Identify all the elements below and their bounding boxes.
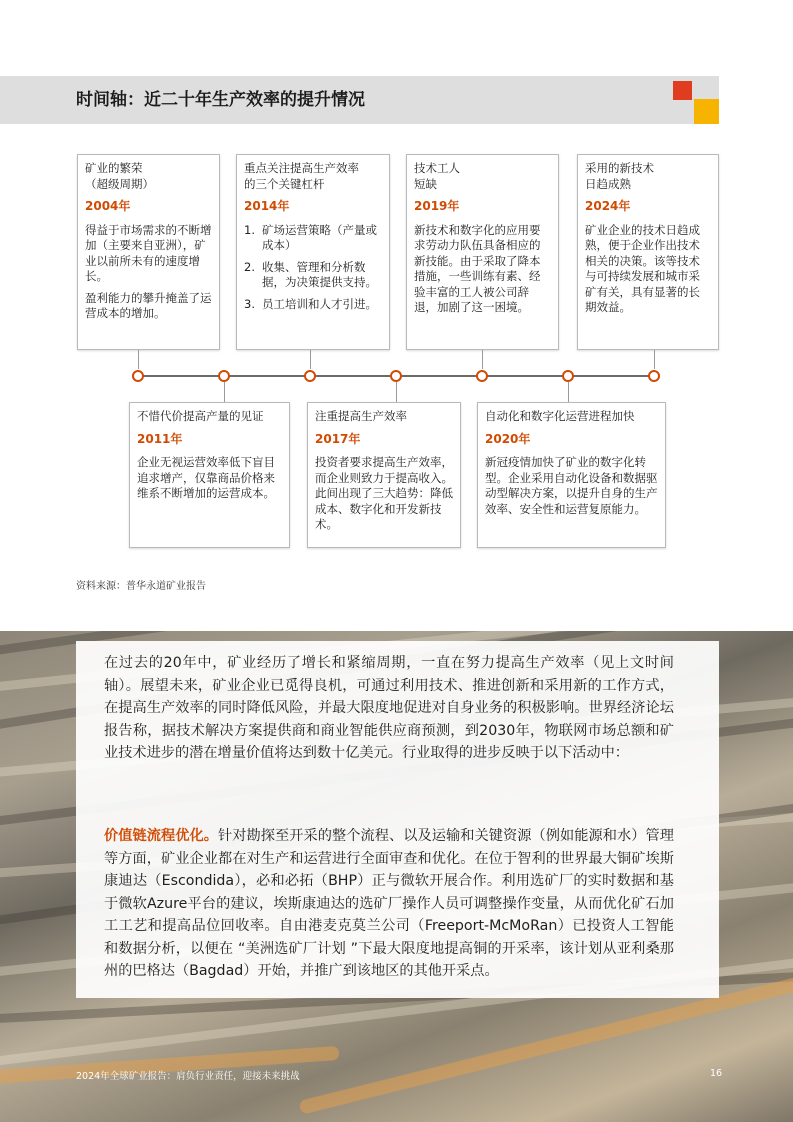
timeline-node [476,370,488,382]
timeline-box-2017 [307,402,461,548]
timeline-node [562,370,574,382]
timeline-box-title: 重点关注提高生产效率 [244,161,359,175]
timeline-box-title: 采用的新技术 [585,161,654,175]
list-number: 1. [244,222,255,237]
logo-yellow-square [694,99,719,124]
timeline-box-title: 不惜代价提高产量的见证 [137,409,264,423]
list-text: 矿场运营策略（产量或成本） [262,222,377,252]
timeline-text: 投资者要求提高生产效率，而企业则致力于提高收入。此间出现了三大趋势：降低成本、数字化和开发新技术。 [315,455,453,531]
paragraph-lead: 价值链流程优化。 [104,828,219,844]
page-title: 时间轴：近二十年生产效率的提升情况 [76,90,365,110]
timeline-year: 2004年 [85,199,131,213]
connector-line [138,350,139,369]
timeline-box-2024 [577,154,719,350]
timeline-node [304,370,316,382]
timeline-node [132,370,144,382]
timeline-box-title: 短缺 [414,176,437,191]
timeline-box-2011 [129,402,290,548]
timeline-box-2004 [77,154,220,350]
timeline-box-title: 矿业的繁荣 [85,161,143,175]
connector-line [224,382,225,402]
source-note: 资料来源：普华永道矿业报告 [76,581,206,592]
timeline-text: 企业无视运营效率低下盲目追求增产，仅靠商品价格来维系不断增加的运营成本。 [137,455,275,500]
timeline-box-title: 的三个关键杠杆 [244,176,325,191]
timeline-text: 新技术和数字化的应用要求劳动力队伍具备相应的新技能。由于采取了降本措施，一些训练有素、经验丰富的工人被公司辞退，加剧了这一困境。 [414,222,541,314]
list-item [244,223,382,254]
paragraph-body: 针对勘探至开采的整个流程、以及运输和关键资源（例如能源和水）管理等方面，矿业企业都在对生产和运营进行全面审查和优化。在位于智利的世界最大铜矿埃斯康迪达（Escondida），必和必拓（BHP）正与微软开展合作。利用选矿厂的实时数据和基于微软Azure平台的建议，埃斯康迪达的选矿厂操作人员可调整操作变量，从而优化矿石加工工艺和提高品位回收率。自由港麦克莫兰公司（Freeport-McMoRan）已投资人工智能和数据分析，以便在 “美洲选矿厂计划 ”下最大限度地提高铜的开采率，该计划从亚利桑那州的巴格达（Bagdad）开始，并推广到该地区的其他开采点。 [104,828,674,979]
body-paragraph-value-chain [104,825,674,983]
timeline-text: 矿业企业的技术日趋成熟，便于企业作出技术相关的决策。该等技术与可持续发展和城市采矿有关，具有显著的长期效益。 [585,222,700,314]
timeline-text: 盈利能力的攀升掩盖了运营成本的增加。 [85,290,212,320]
timeline-box-title: 注重提高生产效率 [315,409,407,423]
page-number: 16 [710,1068,723,1079]
body-paragraph-intro: 在过去的20年中，矿业经历了增长和紧缩周期，一直在努力提高生产效率（见上文时间轴）。展望未来，矿业企业已觅得良机，可通过利用技术、推进创新和采用新的工作方式，在提高生产效率的同时降低风险，并最大限度地促进对自身业务的积极影响。世界经济论坛报告称，据技术解决方案提供商和商业智能供应商预测，到2030年，物联网市场总额和矿业技术进步的潜在增量价值将达到数十亿美元。行业取得的进步反映于以下活动中： [104,655,674,761]
list-number: 2. [244,259,255,274]
list-text: 收集、管理和分析数据，为决策提供支持。 [262,259,377,289]
list-number: 3. [244,296,255,311]
timeline-text: 新冠疫情加快了矿业的数字化转型。企业采用自动化设备和数据驱动型解决方案，以提升自身的生产效率、安全性和运营复原能力。 [485,455,658,516]
timeline-box-2019 [406,154,559,350]
timeline-box-title: 技术工人 [414,161,460,175]
connector-line [654,350,655,369]
timeline-year: 2019年 [414,199,460,213]
timeline-year: 2014年 [244,199,290,213]
connector-line [482,350,483,369]
connector-line [396,382,397,402]
footer-report-title: 2024年全球矿业报告：肩负行业责任，迎接未来挑战 [76,1071,300,1082]
lever-list [244,223,382,313]
timeline-text: 得益于市场需求的不断增加（主要来自亚洲），矿业以前所未有的速度增长。 [85,222,212,283]
logo-red-square [673,81,692,100]
timeline-box-title: （超级周期） [85,176,154,191]
timeline-node [218,370,230,382]
timeline-year: 2011年 [137,431,183,446]
timeline-box-title: 日趋成熟 [585,176,631,191]
timeline-node [390,370,402,382]
timeline-box-2020 [477,402,666,548]
timeline-box-2014 [236,154,390,350]
connector-line [310,350,311,369]
timeline-year: 2024年 [585,199,631,213]
timeline-year: 2017年 [315,431,361,446]
list-item [244,260,382,291]
list-item [244,297,382,313]
timeline-box-title: 自动化和数字化运营进程加快 [485,409,635,423]
timeline-year: 2020年 [485,431,531,446]
connector-line [568,382,569,402]
list-text: 员工培训和人才引进。 [262,296,377,311]
timeline-node [648,370,660,382]
